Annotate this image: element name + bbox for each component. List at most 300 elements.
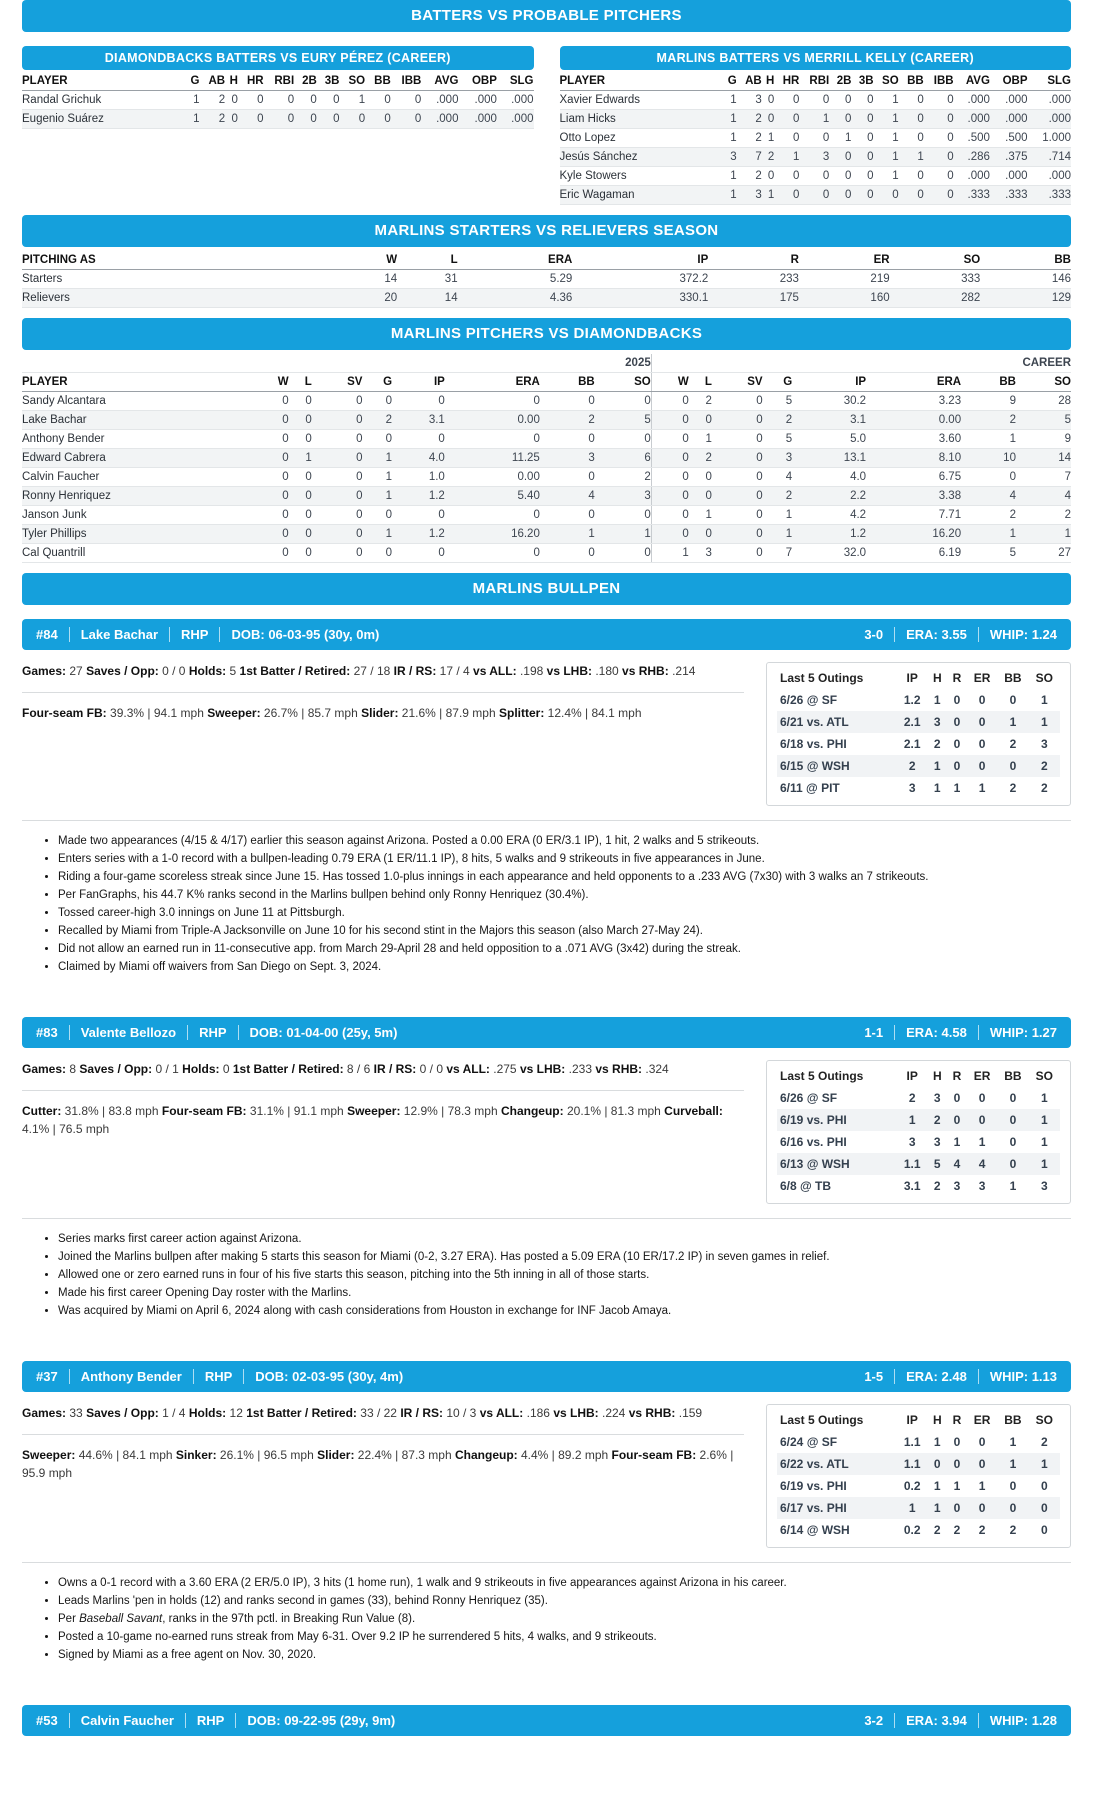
cell-BB: 9: [961, 392, 1016, 411]
table-row: [22, 110, 534, 129]
cell-L: 0: [689, 411, 712, 430]
player-header-bar[interactable]: [22, 1705, 1071, 1736]
bullpen-player-card: [22, 1705, 1071, 1736]
cell-ERA: 3.38: [866, 487, 961, 506]
column-header: AB: [737, 72, 762, 91]
divider: [978, 1369, 979, 1384]
pitch-value: 39.3% | 94.1 mph: [110, 706, 204, 720]
cell-W: 0: [651, 487, 689, 506]
cell-SO: 1: [874, 167, 899, 186]
column-header: SO: [1035, 671, 1053, 685]
cell-W: 0: [651, 525, 689, 544]
column-header: ER: [799, 251, 890, 270]
cell-W: 0: [253, 392, 289, 411]
pitch-value: 31.1% | 91.1 mph: [249, 1104, 344, 1119]
cell-SV: 0: [312, 487, 363, 506]
cell-SLG: .000: [497, 110, 534, 129]
cell-AVG: .000: [421, 91, 458, 110]
cell-SO: 0: [339, 110, 365, 129]
group-spacer: [22, 354, 253, 373]
cell-SLG: .000: [1028, 110, 1071, 129]
table-row: [777, 1431, 1060, 1453]
outing-date: 6/13 @ WSH: [780, 1157, 850, 1172]
stat-label: IR / RS:: [400, 1406, 443, 1421]
outing-date: 6/15 @ WSH: [780, 759, 850, 773]
cell-BB: 0: [899, 129, 924, 148]
cell-HR: 0: [238, 110, 264, 129]
column-header: SO: [1035, 1413, 1053, 1428]
cell-BB: 1: [899, 148, 924, 167]
player-pitch-mix-line: [22, 1446, 744, 1482]
page-title: BATTERS VS PROBABLE PITCHERS: [22, 0, 1071, 32]
cell-G: 7: [763, 544, 793, 563]
list-item: • Did not allow an earned run in 11-consecutive app. from March 29-April 28 and held opposition to a .071 AVG (3x42) during the streak.: [58, 941, 1071, 958]
cell-SV: 0: [312, 392, 363, 411]
cell-R: 233: [708, 270, 799, 289]
cell-G: 1: [763, 506, 793, 525]
row-label: Xavier Edwards: [560, 91, 724, 110]
divider: [187, 1025, 188, 1040]
cell-SO: 6: [595, 449, 652, 468]
outing-SO: 3: [1040, 737, 1048, 751]
outing-ER: 4: [978, 1157, 986, 1172]
row-label: Relievers: [22, 289, 337, 308]
cell-HR: 0: [238, 91, 264, 110]
dbacks-batters-block: [22, 46, 534, 205]
outing-IP: 2.1: [903, 715, 921, 729]
outing-IP: 3: [908, 1135, 916, 1150]
outing-ER: 2: [978, 1523, 986, 1538]
column-header: R: [708, 251, 799, 270]
cell-IBB: 0: [924, 129, 954, 148]
table-header-row: [22, 373, 1071, 392]
cell-ERA: 7.71: [866, 506, 961, 525]
divider: [238, 1025, 239, 1040]
outing-BB: 0: [1009, 1157, 1017, 1172]
pitch-value: 22.4% | 87.3 mph: [357, 1448, 452, 1463]
table-header-row: [777, 667, 1060, 689]
player-header-bar[interactable]: [22, 619, 1071, 650]
pitch-value: 44.6% | 84.1 mph: [78, 1448, 173, 1463]
pitch-label: Splitter:: [498, 706, 545, 720]
row-label: Eric Wagaman: [560, 186, 724, 205]
outing-SO: 1: [1040, 1113, 1048, 1128]
column-header: R: [952, 1413, 962, 1428]
cell-ERA: 0: [445, 506, 540, 525]
column-header: ERA: [458, 251, 573, 270]
outing-IP: 3: [908, 781, 916, 795]
column-header: HR: [238, 72, 264, 91]
pitchers-vs-dbacks-table: [22, 354, 1071, 563]
pitch-label: Sweeper:: [207, 706, 261, 720]
cell-OBP: .500: [990, 129, 1028, 148]
outing-IP: 0.2: [903, 1523, 921, 1538]
outing-H: 2: [933, 1113, 941, 1128]
column-header: BB: [1004, 1069, 1022, 1084]
stat-value: .275: [493, 1062, 517, 1077]
list-item: • Was acquired by Miami on April 6, 2024 along with cash considerations from Houston in exchange for INF Jacob Amaya.: [58, 1303, 1071, 1320]
column-header: IP: [906, 1069, 918, 1084]
cell-L: 2: [689, 392, 712, 411]
cell-G: 1: [763, 525, 793, 544]
row-label: Tyler Phillips: [22, 525, 253, 544]
cell-BB: 0: [899, 167, 924, 186]
stat-value: 12: [229, 1406, 243, 1421]
cell-SV: 0: [712, 506, 763, 525]
cell-H: 0: [225, 91, 238, 110]
cell-SO: 28: [1016, 392, 1071, 411]
outing-date: 6/16 vs. PHI: [780, 1135, 847, 1150]
stat-label: Holds:: [188, 664, 227, 678]
cell-BB: 0: [540, 392, 595, 411]
table-row: [777, 1475, 1060, 1497]
cell-3B: 0: [851, 91, 873, 110]
cell-G: 0: [362, 430, 392, 449]
column-header: G: [723, 72, 737, 91]
list-item: • Made his first career Opening Day roster with the Marlins.: [58, 1285, 1071, 1302]
column-header: H: [932, 1069, 942, 1084]
cell-L: 1: [689, 506, 712, 525]
stat-value: 17 / 4: [439, 664, 470, 678]
stat-value: .214: [672, 664, 696, 678]
column-header: R: [952, 1069, 962, 1084]
cell-SLG: .333: [1028, 186, 1071, 205]
outing-ER: 1: [978, 1135, 986, 1150]
column-header: BB: [961, 373, 1016, 392]
stat-label: vs LHB:: [546, 664, 592, 678]
player-detail-body: [22, 1404, 1071, 1548]
stat-value: 27 / 18: [353, 664, 391, 678]
player-whip: WHIP: 1.13: [989, 1369, 1057, 1385]
cell-HR: 0: [774, 167, 799, 186]
cell-ERA: 6.75: [866, 468, 961, 487]
column-header: BB: [980, 251, 1071, 270]
cell-IP: 3.1: [792, 411, 866, 430]
outing-R: 0: [953, 759, 961, 773]
table-row: [560, 110, 1072, 129]
cell-BB: 2: [540, 411, 595, 430]
outing-IP: 1.1: [903, 1435, 921, 1450]
player-number: #84: [36, 627, 58, 642]
cell-3B: 0: [851, 110, 873, 129]
column-header: SV: [312, 373, 363, 392]
table-row: [22, 487, 1071, 506]
cell-L: 0: [289, 544, 312, 563]
player-header-bar[interactable]: [22, 1361, 1071, 1392]
cell-G: 0: [362, 392, 392, 411]
player-era: ERA: 2.48: [906, 1369, 967, 1385]
cell-SO: 0: [595, 430, 652, 449]
player-era: ERA: 3.94: [906, 1713, 967, 1729]
outing-IP: 3.1: [903, 1179, 921, 1194]
cell-W: 1: [651, 544, 689, 563]
cell-G: 2: [362, 411, 392, 430]
cell-H: 1: [762, 129, 775, 148]
cell-G: 5: [763, 392, 793, 411]
cell-BB: 4: [961, 487, 1016, 506]
cell-BB: 10: [961, 449, 1016, 468]
cell-SLG: .714: [1028, 148, 1071, 167]
last-5-outings-table: [777, 667, 1060, 799]
table-row: [777, 1109, 1060, 1131]
list-item: • Series marks first career action against Arizona.: [58, 1231, 1071, 1248]
player-name: Lake Bachar: [80, 627, 159, 642]
table-row: [777, 1519, 1060, 1541]
stat-value: 8 / 6: [346, 1062, 371, 1077]
cell-G: 0: [362, 506, 392, 525]
outing-IP: 1: [908, 1501, 916, 1516]
cell-W: 0: [651, 411, 689, 430]
cell-BB: 0: [899, 110, 924, 129]
outing-R: 4: [953, 1157, 961, 1172]
cell-SO: 1: [874, 91, 899, 110]
column-header: SO: [1016, 373, 1071, 392]
outing-H: 1: [933, 1479, 941, 1494]
stat-value: .224: [602, 1406, 626, 1421]
cell-BB: 0: [365, 110, 391, 129]
cell-H: 0: [762, 110, 775, 129]
table-row: [22, 449, 1071, 468]
outing-SO: 0: [1040, 1479, 1048, 1494]
cell-W: 0: [253, 544, 289, 563]
player-detail-body: [22, 1060, 1071, 1204]
cell-W: 0: [651, 430, 689, 449]
pitch-label: Cutter:: [22, 1104, 62, 1119]
cell-IP: 0: [392, 392, 445, 411]
last-5-outings-box: [766, 1060, 1071, 1204]
cell-IP: 30.2: [792, 392, 866, 411]
cell-2B: 0: [294, 110, 317, 129]
cell-ERA: 4.36: [458, 289, 573, 308]
cell-ER: 219: [799, 270, 890, 289]
cell-G: 3: [763, 449, 793, 468]
divider: [22, 1090, 744, 1091]
cell-SV: 0: [712, 525, 763, 544]
outing-H: 3: [933, 1091, 941, 1106]
cell-G: 1: [723, 167, 737, 186]
cell-SV: 0: [712, 544, 763, 563]
player-summary-line: [22, 1404, 744, 1422]
cell-IBB: 0: [924, 110, 954, 129]
column-header: L: [397, 251, 457, 270]
outing-IP: 1.2: [903, 693, 921, 707]
table-row: [22, 270, 1071, 289]
cell-AVG: .000: [421, 110, 458, 129]
table-body: [22, 270, 1071, 308]
cell-ERA: 0.00: [445, 468, 540, 487]
player-header-bar[interactable]: [22, 1017, 1071, 1048]
cell-SV: 0: [312, 449, 363, 468]
column-header: H: [932, 1413, 942, 1428]
column-header: H: [225, 72, 238, 91]
cell-SO: 0: [874, 186, 899, 205]
cell-W: 14: [337, 270, 397, 289]
cell-IBB: 0: [924, 167, 954, 186]
outing-BB: 2: [1009, 737, 1017, 751]
column-header: BB: [540, 373, 595, 392]
cell-SO: 0: [595, 544, 652, 563]
player-summary-line: [22, 1060, 744, 1078]
list-item: • Joined the Marlins bullpen after making 5 starts this season for Miami (0-2, 3.27 ERA). Has posted a 5.09 ERA (10 ER/17.2 IP) in seven games in relief.: [58, 1249, 1071, 1266]
cell-ERA: 0.00: [445, 411, 540, 430]
cell-RBI: 0: [799, 129, 829, 148]
table-row: [777, 711, 1060, 733]
outing-SO: 2: [1040, 1435, 1048, 1450]
cell-ERA: 6.19: [866, 544, 961, 563]
outing-SO: 0: [1040, 1523, 1048, 1538]
stat-label: vs RHB:: [622, 664, 669, 678]
cell-SV: 0: [312, 506, 363, 525]
outing-ER: 0: [978, 1501, 986, 1516]
table-row: [22, 91, 534, 110]
outing-BB: 0: [1009, 1091, 1017, 1106]
stat-label: vs RHB:: [595, 1062, 643, 1077]
player-whip: WHIP: 1.28: [989, 1713, 1057, 1729]
stat-value: .159: [678, 1406, 703, 1421]
stat-value: .186: [526, 1406, 550, 1421]
outing-date: 6/22 vs. ATL: [780, 1457, 849, 1472]
stat-label: vs ALL:: [473, 664, 517, 678]
pitch-value: 31.8% | 83.8 mph: [64, 1104, 159, 1119]
list-item: • Enters series with a 1-0 record with a bullpen-leading 0.79 ERA (1 ER/11.1 IP), 8 hits, 5 walks and 9 strikeouts in five appearances in June.: [58, 851, 1071, 868]
table-row: [560, 91, 1072, 110]
stat-value: .233: [568, 1062, 592, 1077]
player-record: 3-2: [864, 1713, 884, 1729]
cell-AVG: .000: [954, 110, 990, 129]
cell-ERA: 11.25: [445, 449, 540, 468]
cell-RBI: 0: [799, 167, 829, 186]
outing-R: 0: [953, 737, 961, 751]
cell-SO: 4: [1016, 487, 1071, 506]
cell-BB: 0: [899, 186, 924, 205]
row-label: Liam Hicks: [560, 110, 724, 129]
cell-L: 3: [689, 544, 712, 563]
cell-SV: 0: [312, 430, 363, 449]
outing-ER: 0: [978, 1435, 986, 1450]
row-label: Eugenio Suárez: [22, 110, 186, 129]
cell-AB: 7: [737, 148, 762, 167]
column-header: AB: [199, 72, 225, 91]
column-header: SO: [595, 373, 652, 392]
outing-R: 1: [953, 781, 961, 795]
outing-R: 0: [953, 1091, 961, 1106]
last-5-outings-box: [766, 1404, 1071, 1548]
pitch-label: Sweeper:: [347, 1104, 401, 1119]
divider: [978, 627, 979, 642]
cell-HR: 0: [774, 110, 799, 129]
pitch-label: Four-seam FB:: [611, 1448, 697, 1463]
column-header: Last 5 Outings: [780, 1069, 864, 1084]
pitch-value: 2.6% | 95.9 mph: [22, 1448, 734, 1481]
table-row: [22, 430, 1071, 449]
outing-IP: 1.1: [903, 1457, 921, 1472]
cell-HR: 0: [774, 129, 799, 148]
outing-BB: 0: [1009, 1135, 1017, 1150]
divider: [22, 1434, 744, 1435]
list-item: • Claimed by Miami off waivers from San Diego on Sept. 3, 2024.: [58, 959, 1071, 976]
cell-SLG: .000: [1028, 167, 1071, 186]
cell-SO: 2: [1016, 506, 1071, 525]
stat-label: Games:: [22, 1062, 67, 1077]
stat-label: IR / RS:: [393, 664, 437, 678]
player-name: Valente Bellozo: [80, 1025, 177, 1041]
player-pitch-mix-line: [22, 704, 744, 722]
stat-label: vs LHB:: [553, 1406, 599, 1421]
outing-ER: 0: [978, 1113, 986, 1128]
outing-BB: 0: [1009, 693, 1017, 707]
stat-label: vs ALL:: [446, 1062, 490, 1077]
cell-ERA: 0: [445, 544, 540, 563]
row-label: Janson Junk: [22, 506, 253, 525]
cell-IP: 1.2: [792, 525, 866, 544]
table-row: [777, 733, 1060, 755]
column-header: IP: [572, 251, 708, 270]
outing-SO: 1: [1040, 1091, 1048, 1106]
stat-label: 1st Batter / Retired:: [239, 664, 351, 678]
player-number: #37: [36, 1369, 58, 1385]
bullpen-player-card: [22, 1361, 1071, 1691]
cell-IP: 0: [392, 544, 445, 563]
table-body: [22, 91, 534, 129]
cell-IP: 32.0: [792, 544, 866, 563]
cell-BB: 0: [540, 506, 595, 525]
cell-RBI: 0: [799, 91, 829, 110]
column-header: RBI: [264, 72, 295, 91]
player-stat-lines: [22, 1404, 744, 1482]
pitch-label: Curveball:: [664, 1104, 723, 1119]
cell-RBI: 0: [799, 186, 829, 205]
outing-H: 1: [933, 759, 941, 773]
column-header: ER: [973, 1413, 991, 1428]
stat-label: vs RHB:: [628, 1406, 676, 1421]
pitch-value: 12.9% | 78.3 mph: [403, 1104, 498, 1119]
cell-BB: 0: [540, 430, 595, 449]
row-label: Randal Grichuk: [22, 91, 186, 110]
stat-label: Saves / Opp:: [86, 1406, 159, 1421]
cell-IP: 4.0: [392, 449, 445, 468]
table-row: [22, 392, 1071, 411]
dbacks-batters-table: [22, 72, 534, 129]
cell-SO: 1: [874, 129, 899, 148]
row-label: Cal Quantrill: [22, 544, 253, 563]
cell-H: 2: [762, 148, 775, 167]
starters-relievers-table: [22, 251, 1071, 308]
outing-ER: 0: [978, 759, 986, 773]
column-header: W: [651, 373, 689, 392]
cell-ERA: 8.10: [866, 449, 961, 468]
pitch-value: 12.4% | 84.1 mph: [547, 706, 642, 720]
cell-W: 0: [651, 449, 689, 468]
outing-date: 6/19 vs. PHI: [780, 1113, 847, 1128]
outing-H: 2: [933, 1179, 941, 1194]
pitch-label: Sinker:: [175, 1448, 217, 1463]
stat-label: Games:: [22, 664, 67, 678]
outing-SO: 1: [1040, 715, 1048, 729]
stat-value: 0 / 1: [155, 1062, 179, 1077]
cell-3B: 0: [851, 167, 873, 186]
cell-OBP: .333: [990, 186, 1028, 205]
cell-ERA: 3.60: [866, 430, 961, 449]
stat-label: IR / RS:: [373, 1062, 417, 1077]
cell-G: 1: [362, 468, 392, 487]
cell-L: 0: [689, 487, 712, 506]
list-item: • Recalled by Miami from Triple-A Jacksonville on June 10 for his second stint in the Majors this season (also March 27-May 24).: [58, 923, 1071, 940]
outing-ER: 0: [978, 1091, 986, 1106]
cell-SV: 0: [712, 392, 763, 411]
cell-SV: 0: [312, 468, 363, 487]
stat-value: 27: [69, 664, 83, 678]
row-label: Calvin Faucher: [22, 468, 253, 487]
